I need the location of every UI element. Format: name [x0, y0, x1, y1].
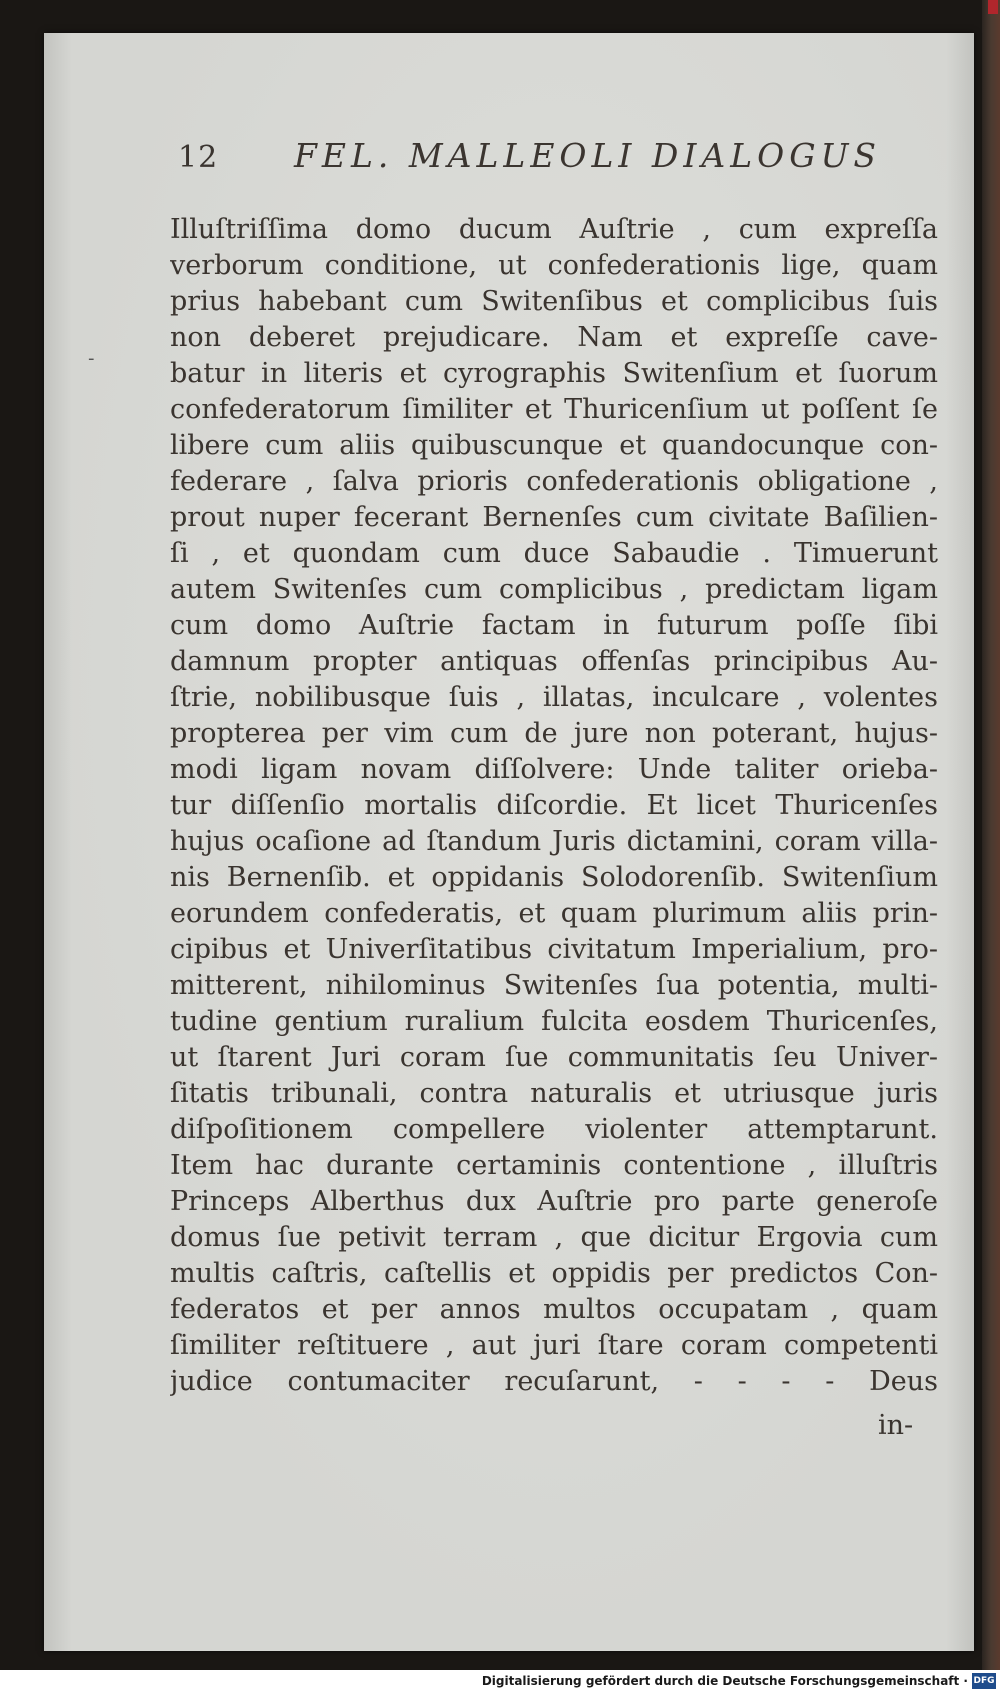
page-number: 12: [178, 140, 219, 175]
text-line: federare , ſalva prioris confederationis obligatione ,: [170, 466, 938, 497]
text-line: non deberet prejudicare. Nam et expreſſe cave-: [170, 322, 938, 353]
text-line: verborum conditione, ut confederationis lige, quam: [170, 250, 938, 281]
text-line: batur in literis et cyrographis Switenſium et ſuorum: [170, 358, 938, 389]
text-line: damnum propter antiquas offenſas principibus Au-: [170, 646, 938, 677]
text-line: ſitatis tribunali, contra naturalis et utriusque juris: [170, 1078, 938, 1109]
text-line: ſi , et quondam cum duce Sabaudie . Timuerunt: [170, 538, 938, 569]
text-line: autem Switenſes cum complicibus , predictam ligam: [170, 574, 938, 605]
text-line: tudine gentium ruralium fulcita eosdem Thuricenſes,: [170, 1006, 938, 1037]
text-line: modi ligam novam diſſolvere: Unde taliter orieba-: [170, 754, 938, 785]
text-line: Item hac durante certaminis contentione , illuſtris: [170, 1150, 938, 1181]
corner-marker: [988, 0, 998, 14]
text-line: ut ſtarent Juri coram ſue communitatis ſeu Univer-: [170, 1042, 938, 1073]
text-line: prout nuper fecerant Bernenſes cum civitate Baſilien-: [170, 502, 938, 533]
page-header: [178, 136, 938, 186]
text-line: nis Bernenſib. et oppidanis Solodorenſib. Switenſium: [170, 862, 938, 893]
text-line: ſtrie, nobilibusque ſuis , illatas, inculcare , volentes: [170, 682, 938, 713]
text-line: prius habebant cum Switenſibus et complicibus ſuis: [170, 286, 938, 317]
text-line: libere cum aliis quibuscunque et quandocunque con-: [170, 430, 938, 461]
text-line: propterea per vim cum de jure non poterant, hujus-: [170, 718, 938, 749]
text-line: mitterent, nihilominus Switenſes ſua potentia, multi-: [170, 970, 938, 1001]
catchword: in-: [878, 1410, 914, 1441]
text-line: hujus ocaſione ad ſtandum Juris dictamini, coram villa-: [170, 826, 938, 857]
text-line: judice contumaciter recuſarunt, - - - - Deus: [170, 1366, 938, 1397]
text-line: tur diſſenſio mortalis diſcordie. Et licet Thuricenſes: [170, 790, 938, 821]
text-line: confederatorum ſimiliter et Thuricenſium ut poſſent ſe: [170, 394, 938, 425]
footer-bar: [0, 1670, 1000, 1694]
running-head: FEL. MALLEOLI DIALOGUS: [294, 136, 881, 175]
body-text: [170, 212, 938, 1400]
text-line: cipibus et Univerſitatibus civitatum Imperialium, pro-: [170, 934, 938, 965]
funding-credit: Digitalisierung gefördert durch die Deutsche Forschungsgemeinschaft ·: [481, 1674, 968, 1688]
text-line: ſimiliter reſtituere , aut juri ſtare coram competenti: [170, 1330, 938, 1361]
dfg-logo: DFG: [972, 1673, 996, 1689]
book-spine-edge: [982, 0, 1000, 1670]
text-line: Illuſtriſſima domo ducum Auſtrie , cum expreſſa: [170, 214, 938, 245]
text-line: cum domo Auſtrie factam in futurum poſſe ſibi: [170, 610, 938, 641]
text-line: Princeps Alberthus dux Auſtrie pro parte generoſe: [170, 1186, 938, 1217]
text-line: domus ſue petivit terram , que dicitur Ergovia cum: [170, 1222, 938, 1253]
text-line: multis caſtris, caſtellis et oppidis per predictos Con-: [170, 1258, 938, 1289]
text-line: federatos et per annos multos occupatam , quam: [170, 1294, 938, 1325]
text-line: eorundem confederatis, et quam plurimum aliis prin-: [170, 898, 938, 929]
margin-mark: -: [88, 348, 95, 369]
text-line: diſpoſitionem compellere violenter attemptarunt.: [170, 1114, 938, 1145]
